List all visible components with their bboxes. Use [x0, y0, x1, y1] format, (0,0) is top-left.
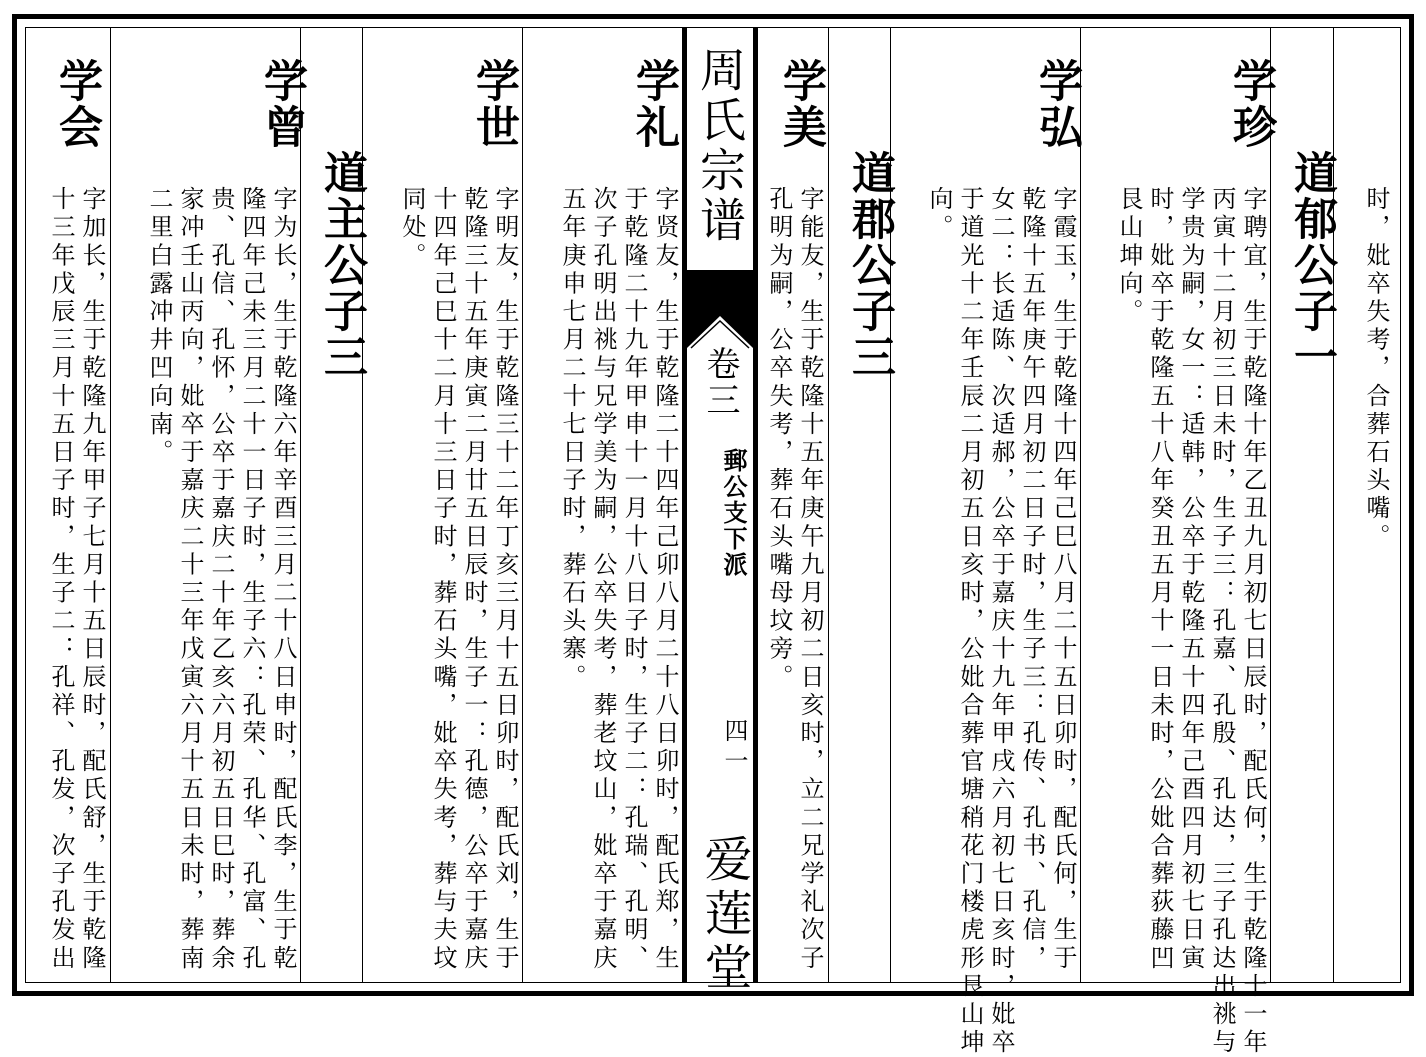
- column-divider: [110, 28, 111, 982]
- entry-line: 五年庚申七月二十七日子时，葬石头寨。: [558, 186, 586, 692]
- entry-line: 时，妣卒于乾隆五十八年癸丑五月十一日未时，公妣合葬荻藤凹: [1146, 186, 1174, 973]
- entry-line: 字贤友，生于乾隆二十四年己卯八月二十八日卯时，配氏郑，生: [651, 186, 679, 973]
- entry-line: 于道光十二年壬辰二月初五日亥时，公妣合葬官塘稍花门楼虎形艮山坤: [956, 186, 984, 1057]
- entry-line: 向。: [925, 186, 953, 243]
- page-frame: [12, 14, 1414, 1057]
- entry-line: 同处。: [398, 186, 426, 271]
- entry-line: 学贵为嗣，女一：适韩，公卒于乾隆五十四年己酉四月初七日寅: [1177, 186, 1205, 973]
- spine-chevron-ornament: [687, 308, 753, 348]
- column-divider: [300, 28, 301, 982]
- entry-xuezhen: [1081, 28, 1276, 1057]
- hall-name: 爱莲堂: [696, 834, 752, 996]
- column-divider: [828, 28, 829, 982]
- person-name: 学曾: [256, 58, 307, 150]
- entry-line: 女二：长适陈、次适郝，公卒于嘉庆十九年甲戌六月初七日亥时，妣卒: [987, 186, 1015, 1057]
- parent-heading: 道主公子三: [316, 150, 367, 380]
- person-name: 学美: [775, 58, 826, 150]
- entry-line: 孔明为嗣，公卒失考，葬石头嘴母坟旁。: [765, 186, 793, 692]
- entry-xuehong: [891, 28, 1082, 1057]
- page-number: 四一: [720, 718, 748, 778]
- center-spine: [682, 28, 758, 996]
- person-name: 学珍: [1225, 58, 1276, 150]
- entry-line: 家冲壬山丙向，妣卒于嘉庆二十三年戊寅六月十五日未时，葬南: [176, 186, 204, 973]
- column-divider: [522, 28, 523, 982]
- entry-line: 字霞玉，生于乾隆十四年己巳八月二十五日卯时，配氏何，生于: [1049, 186, 1077, 973]
- entry-line: 字能友，生于乾隆十五年庚午九月初二日亥时，立二兄学礼次子: [796, 186, 824, 973]
- heading-column-daojun: [829, 28, 895, 982]
- entry-line: 艮山坤向。: [1115, 186, 1143, 327]
- parent-heading: 道郡公子三: [844, 150, 895, 380]
- person-name: 学礼: [628, 58, 679, 150]
- entry-line: 乾隆三十五年庚寅二月廿五日辰时，生子一：孔德，公卒于嘉庆: [460, 186, 488, 973]
- entry-line: 贵、孔信、孔怀，公卒于嘉庆二十年乙亥六月初五日巳时，葬余: [207, 186, 235, 973]
- entry-line: 字加长，生于乾隆九年甲子七月十五日辰时，配氏舒，生于乾隆: [78, 186, 106, 973]
- heading-column-daozhu: [301, 28, 367, 982]
- entry-line: 字聘宜，生于乾隆十年乙丑九月初七日辰时，配氏何，生于乾隆十一年: [1239, 186, 1267, 1057]
- entry-line: 于乾隆二十九年甲申十一月十八日子时，生子二：孔瑞、孔明、: [620, 186, 648, 973]
- person-name: 学弘: [1031, 58, 1082, 150]
- heading-column-daoyu: [1271, 28, 1337, 982]
- entry-line: 字为长，生于乾隆六年辛酉三月二十八日申时，配氏李，生于乾: [269, 186, 297, 973]
- entry-line: 十四年己巳十二月十三日子时，葬石头嘴，妣卒失考，葬与夫坟: [429, 186, 457, 973]
- branch-label: 郵公支下派: [719, 448, 748, 578]
- entry-xuemei: [758, 28, 828, 982]
- entry-line: 次子孔明出祧与兄学美为嗣，公卒失考，葬老坟山，妣卒于嘉庆: [589, 186, 617, 973]
- genealogy-title: 周氏宗谱: [693, 46, 747, 246]
- entry-line: 十三年戊辰三月十五日子时，生子二：孔祥、孔发，次子孔发出: [47, 186, 75, 973]
- volume-label: 卷三: [700, 346, 740, 418]
- entry-xueli: [523, 28, 682, 982]
- entry-xuehui: [26, 28, 110, 982]
- person-name: 学世: [468, 58, 519, 150]
- entry-line: 丙寅十二月初三日未时，生子三：孔嘉、孔殷、孔达，三子孔达出祧与: [1208, 186, 1236, 1057]
- column-divider: [1080, 28, 1081, 982]
- entry-line: 字明友，生于乾隆三十二年丁亥三月十五日卯时，配氏刘，生于: [491, 186, 519, 973]
- entry-line: 隆四年己未三月二十一日子时，生子六：孔荣、孔华、孔富、孔: [238, 186, 266, 973]
- person-name: 学会: [51, 58, 102, 150]
- continuation-text: 时，妣卒失考，合葬石头嘴。: [1362, 186, 1390, 552]
- parent-heading: 道郁公子一: [1286, 150, 1337, 380]
- column-divider: [1270, 28, 1271, 982]
- entry-xueshi: [363, 28, 522, 982]
- entry-xuezeng: [111, 28, 307, 982]
- entry-line: 乾隆十五年庚午四月初二日子时，生子三：孔传、孔书、孔信，: [1018, 186, 1046, 973]
- entry-line: 二里白露冲井凹向南。: [145, 186, 173, 467]
- page-inner-frame: [25, 27, 1401, 1057]
- continuation-column: [1334, 28, 1416, 982]
